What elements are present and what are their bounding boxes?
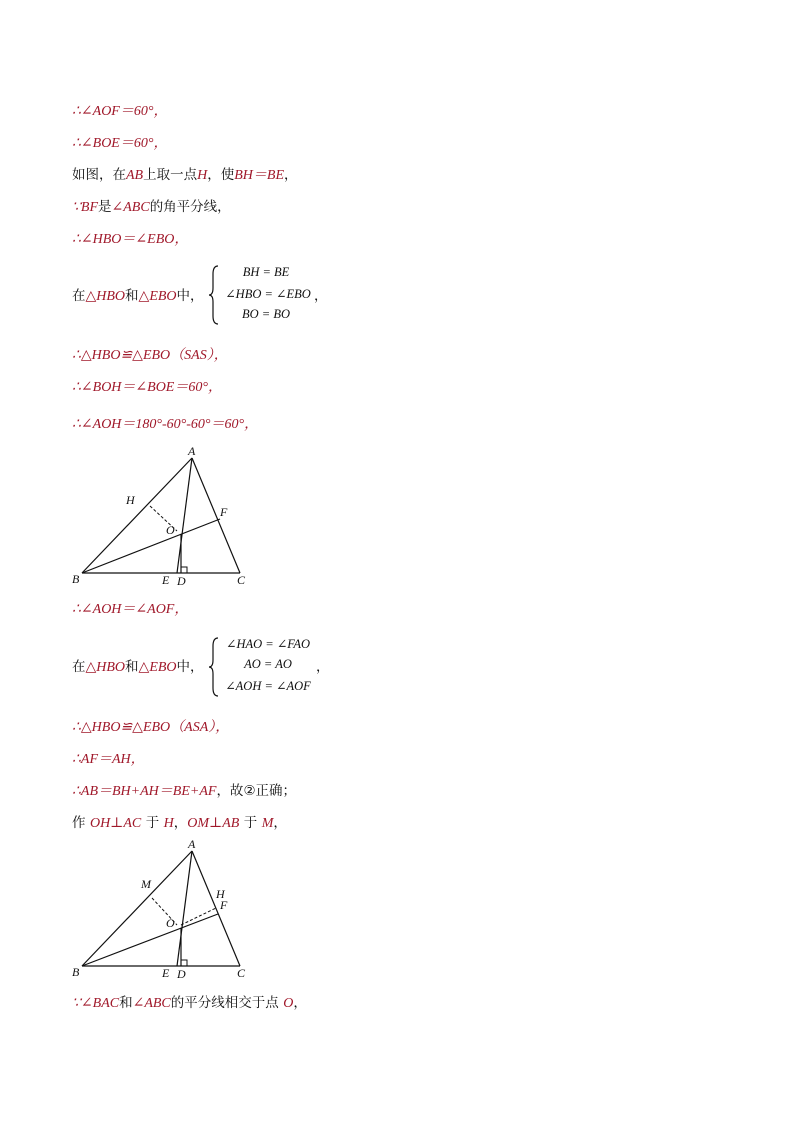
text: 和: [119, 995, 133, 1011]
line-construct-perpendiculars: [72, 814, 287, 833]
math-text: ∠ABC: [111, 200, 150, 215]
line-angle-aof: [72, 102, 167, 121]
math-text: ∴AB＝BH+AH＝BE+AF: [72, 784, 217, 799]
segment-ae: [177, 458, 192, 573]
line-system-1: [72, 287, 204, 306]
comma: [314, 287, 328, 305]
label-a: A: [188, 444, 196, 458]
math-text: O: [283, 996, 294, 1011]
triangle-figure-2: [68, 836, 268, 986]
math-text: △EBO: [138, 660, 177, 675]
segment-ac: [192, 458, 240, 573]
math-text: ∴∠AOF＝60°，: [72, 104, 168, 119]
line-aoh-aof: [72, 600, 188, 619]
line-angle-aoh: [72, 415, 258, 434]
math-text: BH＝BE: [234, 168, 284, 183]
comma: [316, 658, 330, 676]
line-congruent-sas: [72, 346, 228, 365]
label-d: D: [177, 967, 186, 981]
line-angle-boe: [72, 134, 167, 153]
text: ，: [316, 659, 330, 675]
text: ，: [273, 815, 287, 831]
label-f: F: [220, 898, 228, 912]
math-text: ∴∠AOH＝180°-60°-60°＝60°，: [72, 417, 259, 432]
text: ，: [284, 167, 298, 183]
segment-ae: [177, 851, 192, 966]
line-ab-sum: [72, 782, 296, 801]
math-text: ∵BF: [72, 200, 99, 215]
segment-bf: [82, 519, 220, 573]
text: 上取一点: [143, 167, 198, 183]
label-b: B: [72, 965, 80, 979]
math-text: △EBO: [138, 289, 177, 304]
text: 中，: [176, 288, 204, 304]
equation-row: BO = BO: [241, 307, 290, 321]
equation-row: AO = AO: [244, 657, 292, 671]
line-bisectors-meet: [72, 994, 307, 1013]
label-h: H: [126, 493, 135, 507]
right-angle-mark: [181, 567, 187, 573]
label-b: B: [72, 572, 80, 586]
text: ，: [293, 995, 307, 1011]
math-text: H: [197, 168, 208, 183]
triangle-figure-1: [68, 442, 268, 592]
text: ，使: [207, 167, 235, 183]
label-h: H: [216, 887, 225, 901]
label-d: D: [177, 574, 186, 588]
math-text: OH⊥AC: [89, 816, 142, 831]
label-c: C: [237, 573, 246, 587]
label-e: E: [162, 573, 170, 587]
label-m: M: [141, 877, 151, 891]
math-text: ∵∠BAC: [72, 996, 120, 1011]
math-text: AB: [126, 168, 144, 183]
line-bisector: [72, 198, 231, 217]
text: 是: [98, 199, 112, 215]
line-system-2: [72, 658, 204, 677]
segment-bf: [82, 914, 218, 966]
segment-ab: [82, 851, 192, 966]
text: 作: [72, 815, 86, 831]
text: ，: [173, 815, 188, 831]
label-e: E: [162, 966, 170, 980]
line-angle-hbo: [72, 230, 188, 249]
text: 正确；: [255, 783, 297, 799]
equation-row: BH = BE: [242, 265, 290, 279]
line-congruent-asa: [72, 718, 229, 737]
circled-number: ②: [243, 783, 256, 799]
label-f: F: [220, 505, 228, 519]
text: 的平分线相交于点: [170, 995, 279, 1011]
math-text: H: [163, 816, 174, 831]
math-text: ∠ABC: [132, 996, 171, 1011]
math-text: ∴△HBO≌△EBO（SAS），: [72, 348, 228, 363]
math-text: ∴∠BOH＝∠BOE＝60°，: [72, 380, 222, 395]
math-text: M: [261, 816, 274, 831]
line-af-ah: [72, 750, 145, 769]
text: 和: [125, 659, 139, 675]
math-text: △HBO: [85, 660, 126, 675]
line-take-point-h: [72, 166, 298, 185]
math-text: ∴∠AOH＝∠AOF，: [72, 602, 189, 617]
text: 于: [243, 815, 258, 831]
line-angle-boh: [72, 378, 222, 397]
text: 中，: [176, 659, 204, 675]
label-o: O: [166, 916, 175, 930]
text: 于: [145, 815, 160, 831]
math-text: ∴∠BOE＝60°，: [72, 136, 168, 151]
text: 的角平分线，: [149, 199, 231, 215]
segment-ab: [82, 458, 192, 573]
text: 如图，在: [72, 167, 126, 183]
label-c: C: [237, 966, 246, 980]
equation-row: ∠HAO = ∠FAO: [225, 637, 310, 651]
math-text: △HBO: [85, 289, 126, 304]
math-text: ∴∠HBO＝∠EBO，: [72, 232, 189, 247]
math-text: ∴AF＝AH，: [72, 752, 145, 767]
segment-ac: [192, 851, 240, 966]
text: 在: [72, 288, 86, 304]
equation-row: ∠HBO = ∠EBO: [225, 287, 311, 301]
equation-row: ∠AOH = ∠AOF: [225, 679, 311, 693]
right-angle-mark: [181, 960, 187, 966]
text: 和: [125, 288, 139, 304]
math-text: ∴△HBO≌△EBO（ASA），: [72, 720, 230, 735]
text: ，: [314, 288, 328, 304]
label-a: A: [188, 837, 196, 851]
text: 在: [72, 659, 86, 675]
text: ，故: [216, 783, 244, 799]
math-text: OM⊥AB: [187, 816, 240, 831]
label-o: O: [166, 523, 175, 537]
